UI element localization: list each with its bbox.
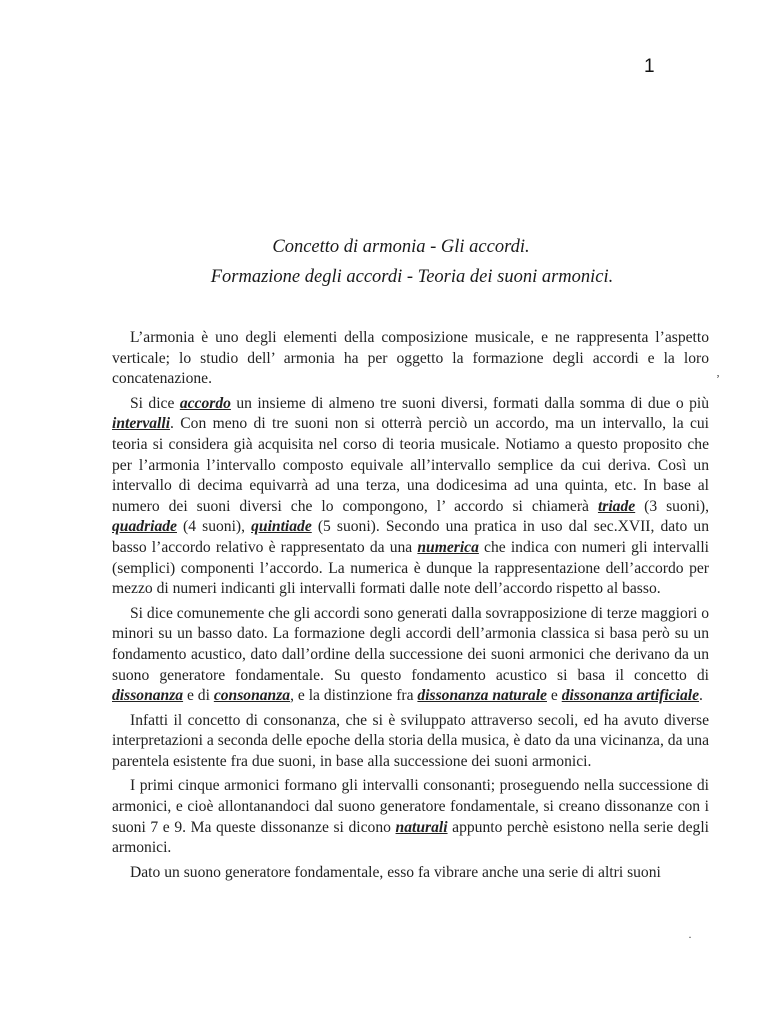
chapter-title [0, 232, 768, 292]
title-line-2: Formazione degli accordi - Teoria dei suoni armonici. [210, 267, 614, 287]
paragraph-4: Infatti il concetto di consonanza, che si è sviluppato attraverso secoli, ed ha avuto diverse interpretazioni a seconda delle epoche della storia della musica, è dato da una vicinanza, da una parentela esistente fra due suoni, in base alla successione dei suoni armonici. [112, 711, 709, 770]
keyword-consonanza: consonanza [213, 687, 291, 705]
keyword-quadriade: quadriade [112, 518, 177, 536]
paragraph-6: Dato un suono generatore fondamentale, esso fa vibrare anche una serie di altri suoni [130, 863, 661, 881]
text-run: appunto perchè esistono nella serie degli armonici. [112, 818, 709, 857]
paragraph-2 [112, 394, 709, 600]
keyword-accordo: accordo [179, 394, 231, 412]
text-run: Si dice [130, 394, 180, 412]
text-run: e [546, 687, 562, 705]
keyword-naturali: naturali [395, 818, 448, 836]
text-run: (4 suoni), [176, 518, 252, 536]
scan-mark: ʼ [716, 372, 720, 386]
text-run: . [699, 687, 703, 705]
paragraph-5 [112, 776, 709, 858]
text-run: Si dice comunemente che gli accordi sono generati dalla sovrapposizione di terze maggiori o minori su un basso dato. La formazione degli accordi dell’armonia classica si basa però su un fondamento acustico, dato dall’ordine della successione dei suoni armonici che derivano da un suono generatore fondamentale. Su questo fondamento acustico si basa il concetto di [112, 604, 709, 684]
text-run: che indica con numeri gli intervalli (semplici) componenti l’accordo. La numerica è dunque la rappresentazione dell’accordo per mezzo di numeri indicanti gli intervalli formati dalle note dell’accordo rispetto al basso. [112, 538, 709, 598]
paragraph-1: L’armonia è uno degli elementi della composizione musicale, e ne rappresenta l’aspetto verticale; lo studio dell’ armonia ha per oggetto la formazione degli accordi e la loro concatenazione. [112, 329, 709, 388]
keyword-dissonanza-naturale: dissonanza naturale [417, 687, 547, 705]
scan-mark: · [688, 930, 692, 944]
title-line-1: Concetto di armonia - Gli accordi. [272, 237, 530, 257]
text-run: un insieme di almeno tre suoni diversi, formati dalla somma di due o più [230, 394, 709, 412]
keyword-dissonanza: dissonanza [112, 687, 184, 705]
text-run: , e la distinzione fra [290, 687, 418, 705]
text-run: (5 suoni). Secondo una pratica in uso dal sec.XVII, dato un basso l’accordo relativo è rappresentato da una [112, 518, 709, 556]
keyword-dissonanza-artificiale: dissonanza artificiale [561, 687, 700, 705]
text-run: I primi cinque armonici formano gli intervalli consonanti; proseguendo nella successione di armonici, e cioè allontanandoci dal suono generatore fondamentale, si creano dissonanze con i suoni 7 e 9. Ma queste dissonanze si dicono [112, 777, 709, 836]
body-text [112, 328, 709, 887]
page-number: 1 [644, 56, 655, 77]
paragraph-3 [112, 604, 709, 707]
text-run: . Con meno di tre suoni non si otterrà perciò un accordo, ma un intervallo, la cui teoria si considera già acquisita nel corso di teoria musicale. Notiamo a questo proposito che per l’armonia l’intervallo composto equivale all’intervallo semplice da cui deriva. Così un intervallo di decima equivarrà ad una terza, una dodicesima ad una quinta, etc. In base al numero dei suoni diversi che lo compongono, l’ accordo si chiamerà [112, 415, 709, 515]
keyword-triade: triade [597, 497, 636, 515]
keyword-quintiade: quintiade [251, 518, 312, 536]
keyword-numerica: numerica [417, 538, 479, 556]
text-run: e di [183, 687, 214, 705]
keyword-intervalli: intervalli [112, 415, 171, 433]
text-run: (3 suoni), [635, 497, 709, 515]
